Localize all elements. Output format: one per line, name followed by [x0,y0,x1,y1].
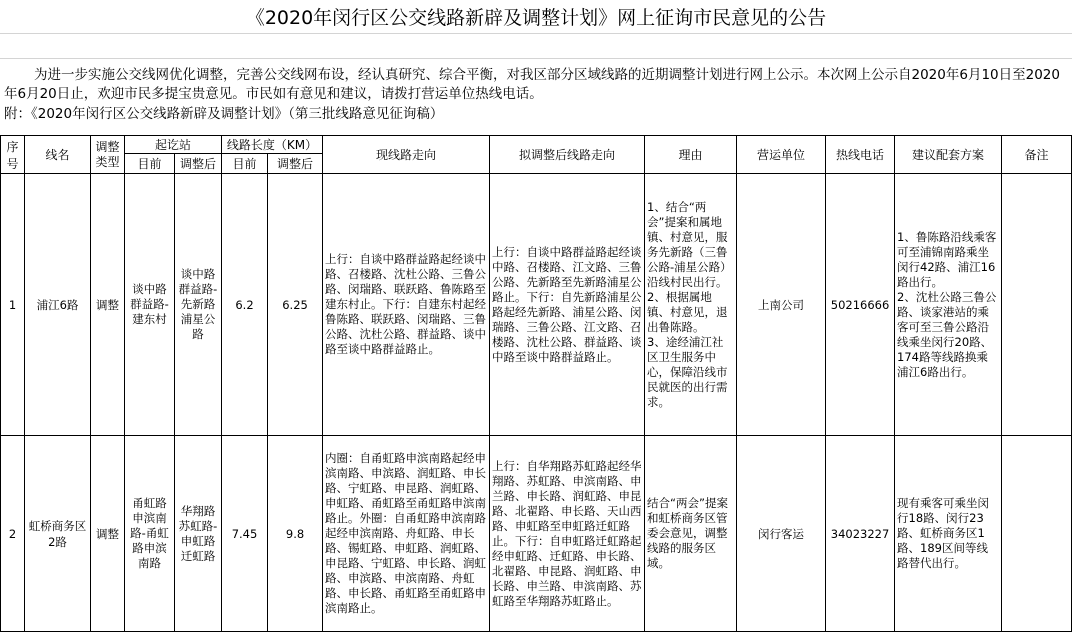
header-stations: 起讫站 [125,136,222,154]
blank-row [0,34,1072,59]
row-seq: 2 [1,436,25,632]
row-seq: 1 [1,174,25,436]
row-length-adjusted: 9.8 [268,436,323,632]
intro-paragraph: 为进一步实施公交线网优化调整，完善公交线网布设，经认真研究、综合平衡，对我区部分区域线路的近期调整计划进行网上公示。本次网上公示自2020年6月10日至2020年6月20日止，欢迎市民多提宝贵意见。市民如有意见和建议，请拨打营运单位热线电话。 [4,67,1060,102]
row-suggestion: 现有乘客可乘坐闵行18路、闵行23路、虹桥商务区1路、189区间等线路替代出行。 [895,436,1002,632]
row-current-route: 内圈：自甬虹路申滨南路起经申滨南路、申滨路、润虹路、申长路、宁虹路、申昆路、润虹路、申虹路、甬虹路至甬虹路申滨南路止。外圈：自甬虹路申滨南路起经申滨南路、舟虹路、申长路、锡虹路、申虹路、润虹路、申昆路、宁虹路、申长路、润虹路、申滨路、申滨南路、舟虹路、申长路、甬虹路至甬虹路申滨南路止。 [323,436,490,632]
row-station-current: 谈中路群益路-建东村 [125,174,175,436]
row-proposed-route: 上行：自华翔路苏虹路起经华翔路、苏虹路、申滨南路、申兰路、申长路、润虹路、申昆路、北翟路、申长路、天山西路、申虹路至申虹路迁虹路止。下行：自申虹路迁虹路起经申虹路、迁虹路、申长路、北翟路、申昆路、润虹路、申长路、申兰路、申滨南路、苏虹路至华翔路苏虹路止。 [490,436,645,632]
row-hotline: 34023227 [826,436,895,632]
header-adjust-type: 调整类型 [91,136,125,174]
row-proposed-route: 上行：自谈中路群益路起经谈中路、召楼路、江文路、三鲁公路、先新路至先新路浦星公路止。下行：自先新路浦星公路起经先新路、浦星公路、闵瑞路、三鲁公路、江文路、召楼路、沈杜公路、群益路、谈中路至谈中路群益路止。 [490,174,645,436]
row-station-current: 甬虹路申滨南路-甬虹路申滨南路 [125,436,175,632]
header-seq: 序号 [1,136,25,174]
header-remark: 备注 [1002,136,1072,174]
header-current-route: 现线路走向 [323,136,490,174]
header-hotline: 热线电话 [826,136,895,174]
row-current-route: 上行：自谈中路群益路起经谈中路、召楼路、沈杜公路、三鲁公路、闵瑞路、联跃路、鲁陈路至建东村止。下行：自建东村起经鲁陈路、联跃路、闵瑞路、三鲁公路、沈杜公路、群益路、谈中路至谈中路群益路止。 [323,174,490,436]
attachment-line: 附：《2020年闵行区公交线路新辟及调整计划》（第三批线路意见征询稿） [4,106,444,122]
row-remark [1002,436,1072,632]
row-hotline: 50216666 [826,174,895,436]
row-length-current: 7.45 [222,436,268,632]
header-operator: 营运单位 [737,136,826,174]
row-line-name: 浦江6路 [25,174,91,436]
row-length-current: 6.2 [222,174,268,436]
row-reason: 1、结合“两会”提案和属地镇、村意见，服务先新路（三鲁公路-浦星公路）沿线村民出行。 2、根据属地镇、村意见，退出鲁陈路。 3、途经浦江社区卫生服务中心，保障沿线市民就医的出行需求。 [645,174,737,436]
row-remark [1002,174,1072,436]
header-suggestion: 建议配套方案 [895,136,1002,174]
header-line-name: 线名 [25,136,91,174]
row-adjust-type: 调整 [91,436,125,632]
row-length-adjusted: 6.25 [268,174,323,436]
table-row [1,436,1072,632]
route-table [0,135,1072,632]
header-reason: 理由 [645,136,737,174]
table-row [1,174,1072,436]
header-length: 线路长度（KM） [222,136,323,154]
row-reason: 结合“两会”提案和虹桥商务区管委会意见，调整线路的服务区域。 [645,436,737,632]
header-length-adjusted: 调整后 [268,154,323,174]
header-proposed-route: 拟调整后线路走向 [490,136,645,174]
row-adjust-type: 调整 [91,174,125,436]
row-operator: 闵行客运 [737,436,826,632]
header-station-current: 目前 [125,154,175,174]
row-line-name: 虹桥商务区2路 [25,436,91,632]
page-title: 《2020年闵行区公交线路新辟及调整计划》网上征询市民意见的公告 [0,0,1072,34]
header-length-current: 目前 [222,154,268,174]
row-station-adjusted: 谈中路群益路-先新路浦星公路 [175,174,222,436]
header-station-adjusted: 调整后 [175,154,222,174]
row-operator: 上南公司 [737,174,826,436]
row-station-adjusted: 华翔路苏虹路-申虹路迁虹路 [175,436,222,632]
row-suggestion: 1、鲁陈路沿线乘客可至浦锦南路乘坐闵行42路、浦江16路出行。 2、沈杜公路三鲁公路、谈家港站的乘客可至三鲁公路沿线乘坐闵行20路、174路等线路换乘浦江6路出行。 [895,174,1002,436]
